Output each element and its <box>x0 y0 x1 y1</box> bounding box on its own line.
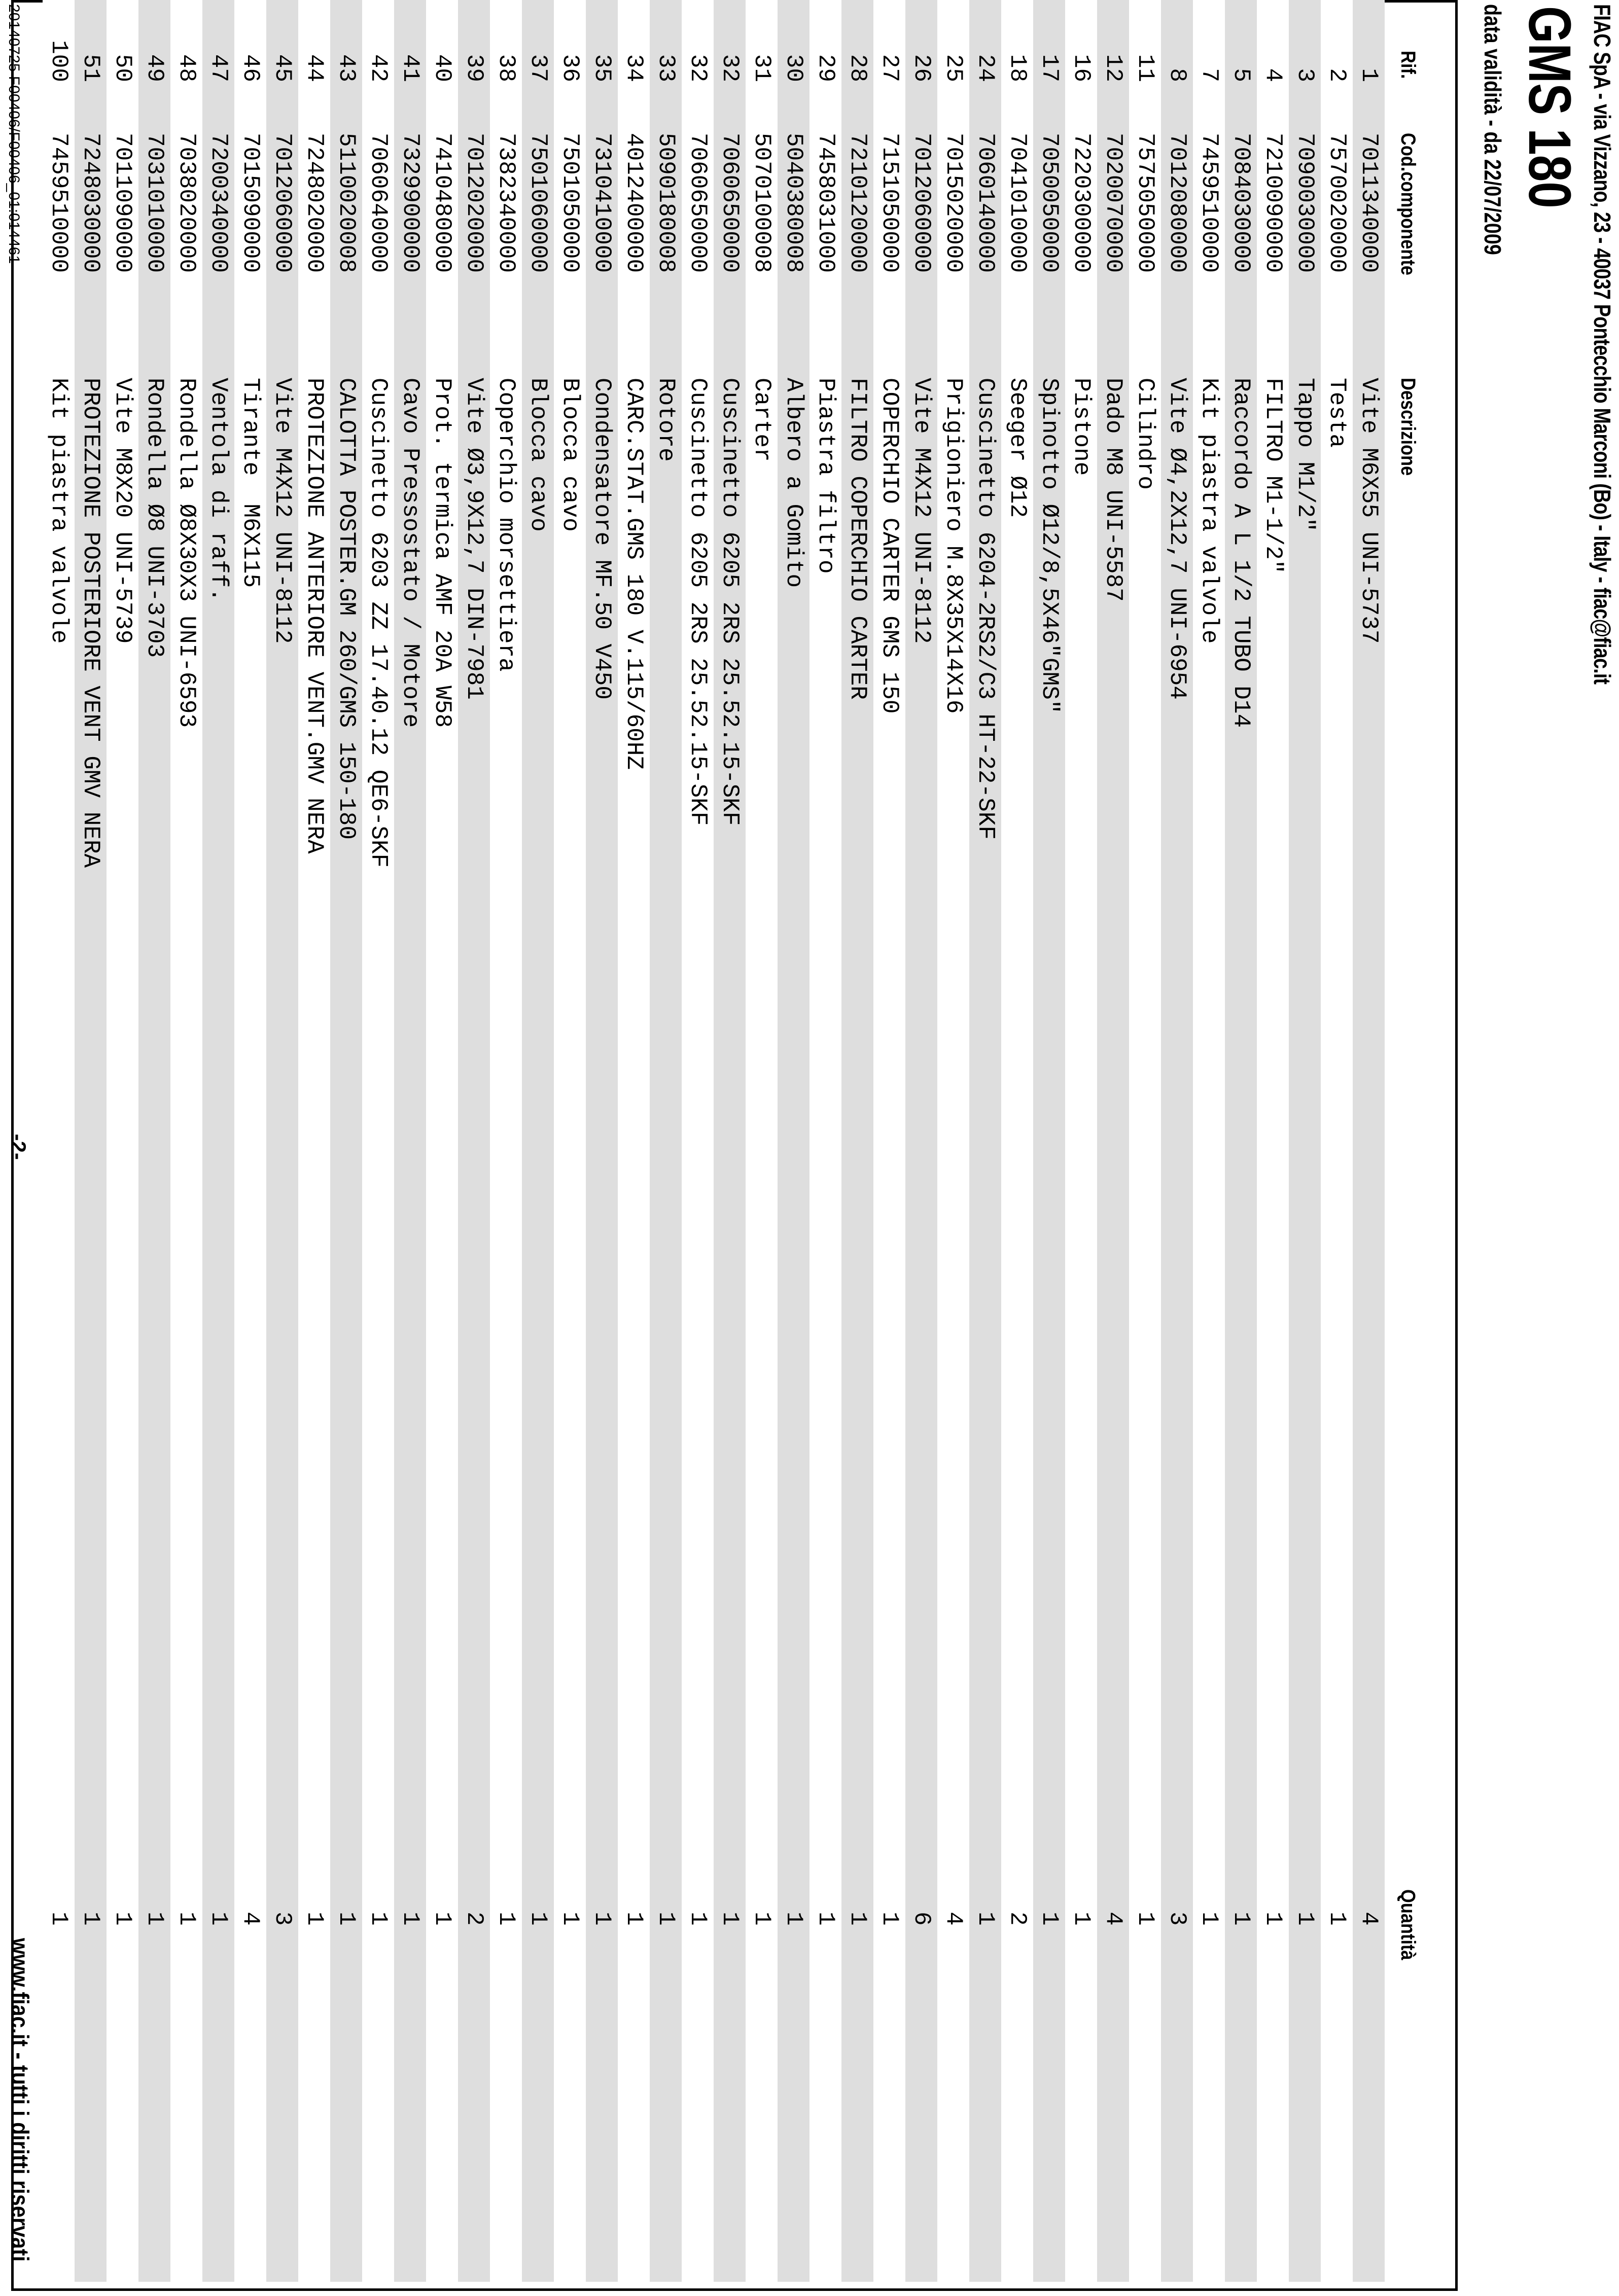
cell-quantity: 1 <box>78 1912 104 1926</box>
document-code: 20140725 F00406/F00406_01:014461 <box>6 4 22 264</box>
cell-quantity: 1 <box>1228 1912 1254 1926</box>
cell-description: COPERCHIO CARTER GMS 150 <box>876 378 903 714</box>
cell-code: 7382340000 <box>493 133 519 273</box>
cell-quantity: 3 <box>1164 1912 1190 1926</box>
cell-code: 7012060000 <box>908 133 935 273</box>
cell-code: 7011090000 <box>110 133 136 273</box>
cell-rif: 31 <box>749 54 775 82</box>
cell-code: 7329900000 <box>397 133 424 273</box>
cell-quantity: 1 <box>397 1912 424 1926</box>
table-row <box>202 0 234 2282</box>
cell-rif: 47 <box>205 54 232 82</box>
cell-description: Cavo Pressostato / Motore <box>397 378 424 728</box>
cell-rif: 40 <box>429 54 455 82</box>
cell-description: Prot. termica AMF 20A W58 <box>429 378 455 728</box>
cell-quantity: 3 <box>269 1912 296 1926</box>
cell-description: Rotore <box>653 378 679 462</box>
cell-description: Vite M6X55 UNI-5737 <box>1356 378 1382 644</box>
cell-description: Vite Ø4,2X12,7 UNI-6954 <box>1164 378 1190 700</box>
table-row <box>778 0 809 2282</box>
cell-quantity: 1 <box>142 1912 168 1926</box>
table-row <box>714 0 746 2282</box>
table-row <box>1353 0 1385 2282</box>
cell-rif: 38 <box>493 54 519 82</box>
cell-rif: 36 <box>557 54 583 82</box>
cell-code: 7459510000 <box>1196 133 1222 273</box>
cell-description: Cilindro <box>1132 378 1158 490</box>
cell-code: 7011340000 <box>1356 133 1382 273</box>
column-header-quantity: Quantità <box>1397 1889 1419 1960</box>
cell-rif: 2 <box>1324 68 1350 82</box>
cell-code: 5070100008 <box>749 133 775 273</box>
cell-description: Albero a Gomito <box>781 378 807 588</box>
cell-quantity: 1 <box>110 1912 136 1926</box>
cell-code: 7012020000 <box>461 133 487 273</box>
cell-code: 7084030000 <box>1228 133 1254 273</box>
cell-rif: 32 <box>717 54 743 82</box>
cell-quantity: 1 <box>844 1912 871 1926</box>
cell-quantity: 1 <box>301 1912 328 1926</box>
cell-code: 4012400000 <box>621 133 647 273</box>
cell-code: 7248020000 <box>301 133 328 273</box>
cell-code: 7501060000 <box>525 133 551 273</box>
cell-code: 7210090000 <box>1260 133 1286 273</box>
cell-quantity: 1 <box>46 1912 72 1926</box>
cell-rif: 48 <box>173 54 200 82</box>
table-row <box>394 0 426 2282</box>
column-header-description: Descrizione <box>1397 378 1419 476</box>
cell-code: 7015020000 <box>940 133 967 273</box>
cell-rif: 30 <box>781 54 807 82</box>
cell-code: 7060650000 <box>717 133 743 273</box>
cell-rif: 27 <box>876 54 903 82</box>
cell-quantity: 1 <box>1036 1912 1063 1926</box>
cell-rif: 16 <box>1068 54 1095 82</box>
cell-description: Coperchio morsettiera <box>493 378 519 672</box>
table-header <box>1391 0 1426 2296</box>
cell-quantity: 1 <box>717 1912 743 1926</box>
table-row <box>170 0 202 2282</box>
table-row <box>1257 0 1289 2282</box>
table-row <box>1225 0 1257 2282</box>
table-row <box>426 0 458 2282</box>
cell-description: Seeger Ø12 <box>1004 378 1031 518</box>
cell-quantity: 4 <box>1356 1912 1382 1926</box>
cell-code: 7410480000 <box>429 133 455 273</box>
table-row <box>1065 0 1097 2282</box>
page-title: GMS 180 <box>1516 6 1583 208</box>
column-header-code: Cod.componente <box>1397 133 1419 275</box>
cell-description: Tappo M1/2" <box>1292 378 1318 532</box>
table-row <box>490 0 522 2282</box>
table-row <box>969 0 1001 2282</box>
table-row <box>1033 0 1065 2282</box>
cell-rif: 5 <box>1228 68 1254 82</box>
table-row <box>809 0 841 2282</box>
cell-rif: 51 <box>78 54 104 82</box>
cell-code: 7210120000 <box>844 133 871 273</box>
cell-code: 7151050000 <box>876 133 903 273</box>
cell-quantity: 4 <box>940 1912 967 1926</box>
cell-code: 7570020000 <box>1324 133 1350 273</box>
table-row <box>1001 0 1033 2282</box>
cell-code: 5090180008 <box>653 133 679 273</box>
cell-description: FILTRO M1-1/2" <box>1260 378 1286 574</box>
cell-quantity: 1 <box>685 1912 711 1926</box>
table-row <box>586 0 618 2282</box>
table-row <box>1161 0 1193 2282</box>
table-row <box>554 0 586 2282</box>
cell-rif: 1 <box>1356 68 1382 82</box>
cell-rif: 100 <box>46 40 72 82</box>
cell-description: Carter <box>749 378 775 462</box>
cell-description: Blocca cavo <box>557 378 583 532</box>
column-header-rif: Rif. <box>1397 51 1419 79</box>
cell-description: PROTEZIONE POSTERIORE VENT GMV NERA <box>78 378 104 868</box>
table-row <box>746 0 778 2282</box>
cell-rif: 49 <box>142 54 168 82</box>
cell-quantity: 1 <box>621 1912 647 1926</box>
cell-code: 7031010000 <box>142 133 168 273</box>
cell-code: 7060640000 <box>365 133 392 273</box>
cell-quantity: 1 <box>1132 1912 1158 1926</box>
cell-quantity: 4 <box>1100 1912 1127 1926</box>
cell-rif: 37 <box>525 54 551 82</box>
cell-description: Spinotto Ø12/8,5X46"GMS" <box>1036 378 1063 714</box>
cell-code: 7050050000 <box>1036 133 1063 273</box>
table-row <box>905 0 937 2282</box>
table-row <box>75 0 107 2282</box>
cell-quantity: 1 <box>173 1912 200 1926</box>
cell-description: Raccordo A L 1/2 TUBO D14 <box>1228 378 1254 728</box>
cell-code: 7015090000 <box>237 133 264 273</box>
table-row <box>937 0 969 2282</box>
table-row <box>362 0 394 2282</box>
table-row <box>266 0 298 2282</box>
cell-code: 7090030000 <box>1292 133 1318 273</box>
cell-quantity: 1 <box>429 1912 455 1926</box>
table-row <box>1193 0 1225 2282</box>
cell-rif: 11 <box>1132 54 1158 82</box>
cell-rif: 46 <box>237 54 264 82</box>
cell-rif: 3 <box>1292 68 1318 82</box>
cell-description: Kit piastra valvole <box>46 378 72 644</box>
cell-rif: 33 <box>653 54 679 82</box>
cell-code: 7012060000 <box>269 133 296 273</box>
page-number: -2- <box>7 1134 30 1160</box>
cell-description: Prigioniero M.8X35X14X16 <box>940 378 967 714</box>
cell-description: Dado M8 UNI-5587 <box>1100 378 1127 602</box>
cell-rif: 35 <box>589 54 615 82</box>
cell-rif: 24 <box>972 54 999 82</box>
cell-code: 7501050000 <box>557 133 583 273</box>
cell-description: CARC.STAT.GMS 180 V.115/60HZ <box>621 378 647 770</box>
cell-quantity: 1 <box>1068 1912 1095 1926</box>
table-row <box>43 0 75 2282</box>
table-row <box>1097 0 1129 2282</box>
cell-rif: 18 <box>1004 54 1031 82</box>
cell-quantity: 4 <box>237 1912 264 1926</box>
cell-quantity: 1 <box>1260 1912 1286 1926</box>
cell-quantity: 1 <box>525 1912 551 1926</box>
cell-code: 7220300000 <box>1068 133 1095 273</box>
cell-quantity: 1 <box>972 1912 999 1926</box>
table-row <box>682 0 714 2282</box>
cell-description: Cuscinetto 6205 2RS 25.52.15-SKF <box>717 378 743 826</box>
cell-quantity: 1 <box>493 1912 519 1926</box>
cell-code: 7248030000 <box>78 133 104 273</box>
cell-rif: 8 <box>1164 68 1190 82</box>
cell-code: 7012080000 <box>1164 133 1190 273</box>
cell-rif: 25 <box>940 54 967 82</box>
cell-quantity: 1 <box>1196 1912 1222 1926</box>
cell-rif: 42 <box>365 54 392 82</box>
website-link[interactable]: www.fiac.it - tutti i diritti riservati <box>6 1938 33 2262</box>
cell-code: 5040380008 <box>781 133 807 273</box>
cell-description: Vite M4X12 UNI-8112 <box>908 378 935 644</box>
cell-rif: 45 <box>269 54 296 82</box>
cell-rif: 12 <box>1100 54 1127 82</box>
table-row <box>522 0 554 2282</box>
cell-description: Condensatore MF.50 V450 <box>589 378 615 700</box>
cell-description: Ventola di raff. <box>205 378 232 602</box>
cell-description: PROTEZIONE ANTERIORE VENT.GMV NERA <box>301 378 328 854</box>
cell-quantity: 1 <box>1292 1912 1318 1926</box>
cell-description: Kit piastra valvole <box>1196 378 1222 644</box>
cell-code: 7575050000 <box>1132 133 1158 273</box>
cell-code: 7060140000 <box>972 133 999 273</box>
cell-description: Blocca cavo <box>525 378 551 532</box>
cell-quantity: 1 <box>1324 1912 1350 1926</box>
table-row <box>1321 0 1353 2282</box>
table-row <box>1129 0 1161 2282</box>
cell-code: 7200340000 <box>205 133 232 273</box>
cell-quantity: 2 <box>461 1912 487 1926</box>
cell-quantity: 1 <box>333 1912 360 1926</box>
cell-rif: 43 <box>333 54 360 82</box>
cell-description: Vite Ø3,9X12,7 DIN-7981 <box>461 378 487 700</box>
cell-description: Vite M4X12 UNI-8112 <box>269 378 296 644</box>
cell-description: Rondella Ø8 UNI-3703 <box>142 378 168 658</box>
cell-code: 7060650000 <box>685 133 711 273</box>
cell-rif: 39 <box>461 54 487 82</box>
cell-rif: 29 <box>813 54 839 82</box>
table-row <box>841 0 873 2282</box>
cell-rif: 50 <box>110 54 136 82</box>
cell-rif: 17 <box>1036 54 1063 82</box>
cell-code: 5110020008 <box>333 133 360 273</box>
cell-description: Cuscinetto 6205 2RS 25.52.15-SKF <box>685 378 711 826</box>
cell-code: 7038020000 <box>173 133 200 273</box>
cell-rif: 32 <box>685 54 711 82</box>
table-row <box>330 0 362 2282</box>
cell-rif: 7 <box>1196 68 1222 82</box>
cell-description: Cuscinetto 6203 ZZ 17.40.12 QE6-SKF <box>365 378 392 868</box>
cell-description: Pistone <box>1068 378 1095 476</box>
cell-description: Tirante M6X115 <box>237 378 264 588</box>
cell-code: 7458031000 <box>813 133 839 273</box>
cell-description: Rondella Ø8X30X3 UNI-6593 <box>173 378 200 728</box>
cell-rif: 4 <box>1260 68 1286 82</box>
table-row <box>138 0 170 2282</box>
cell-rif: 26 <box>908 54 935 82</box>
table-row <box>1289 0 1321 2282</box>
table-row <box>298 0 330 2282</box>
cell-description: Cuscinetto 6204-2RS2/C3 HT-22-SKF <box>972 378 999 840</box>
cell-quantity: 1 <box>365 1912 392 1926</box>
cell-quantity: 1 <box>653 1912 679 1926</box>
cell-code: 7459510000 <box>46 133 72 273</box>
cell-quantity: 1 <box>205 1912 232 1926</box>
cell-description: Piastra filtro <box>813 378 839 574</box>
cell-description: Vite M8X20 UNI-5739 <box>110 378 136 644</box>
cell-quantity: 6 <box>908 1912 935 1926</box>
cell-rif: 34 <box>621 54 647 82</box>
cell-quantity: 1 <box>589 1912 615 1926</box>
company-address: FIAC SpA - via Vizzano, 23 - 40037 Pontecchio Marconi (Bo) - Italy - fiac@fiac.it <box>1589 4 1615 685</box>
cell-rif: 28 <box>844 54 871 82</box>
cell-quantity: 1 <box>876 1912 903 1926</box>
cell-code: 7020070000 <box>1100 133 1127 273</box>
cell-quantity: 1 <box>749 1912 775 1926</box>
cell-rif: 44 <box>301 54 328 82</box>
parts-table-body <box>43 0 1385 2296</box>
cell-code: 7041010000 <box>1004 133 1031 273</box>
cell-quantity: 1 <box>813 1912 839 1926</box>
table-row <box>107 0 138 2282</box>
cell-description: CALOTTA POSTER.GM 260/GMS 150-180 <box>333 378 360 840</box>
table-row <box>618 0 650 2282</box>
cell-description: FILTRO COPERCHIO CARTER <box>844 378 871 700</box>
table-row <box>873 0 905 2282</box>
cell-quantity: 2 <box>1004 1912 1031 1926</box>
table-row <box>650 0 682 2282</box>
cell-quantity: 1 <box>557 1912 583 1926</box>
table-row <box>234 0 266 2282</box>
cell-rif: 41 <box>397 54 424 82</box>
cell-description: Testa <box>1324 378 1350 448</box>
cell-code: 7310410000 <box>589 133 615 273</box>
table-row <box>458 0 490 2282</box>
cell-quantity: 1 <box>781 1912 807 1926</box>
validity-date: data validità - da 22/07/2009 <box>1480 4 1506 255</box>
